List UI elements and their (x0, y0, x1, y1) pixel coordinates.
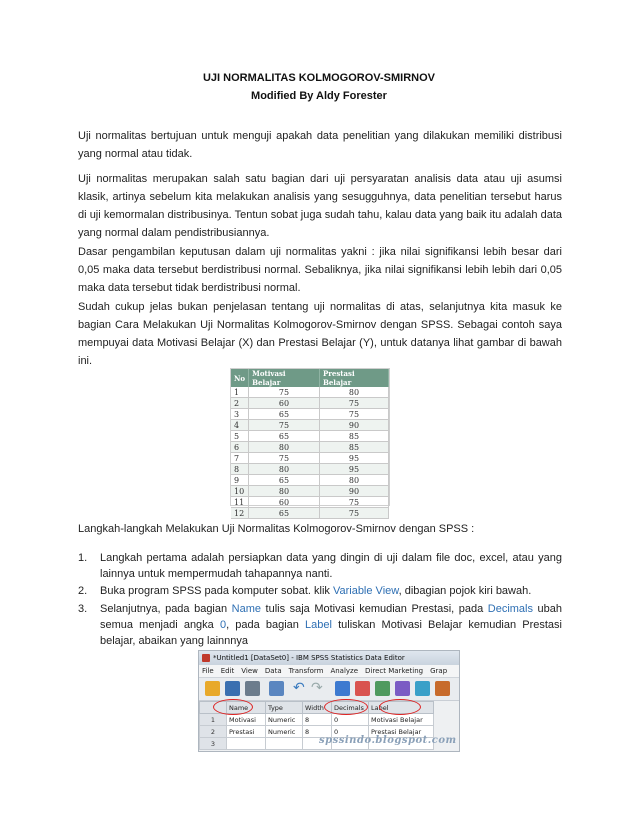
spss-cell[interactable]: 8 (303, 714, 332, 726)
spss-cell[interactable] (266, 738, 303, 750)
insert-variable-icon (415, 681, 430, 696)
open-folder-icon (205, 681, 220, 696)
table-row (231, 497, 389, 508)
save-icon (225, 681, 240, 696)
motivasi-cell: 75 (249, 420, 320, 431)
motivasi-cell: 65 (249, 409, 320, 420)
prestasi-cell: 85 (319, 442, 388, 453)
decimals-highlight-circle (324, 699, 368, 715)
motivasi-cell: 80 (249, 486, 320, 497)
row-number-cell: 11 (231, 497, 249, 508)
spss-cell[interactable]: Numeric (266, 714, 303, 726)
goto-case-icon (335, 681, 350, 696)
watermark: spssindo.blogspot.com (319, 735, 457, 746)
table-row (231, 398, 389, 409)
table-row (231, 475, 389, 486)
row-number-cell: 7 (231, 453, 249, 464)
spss-row-number[interactable]: 2 (200, 726, 227, 738)
redo-icon: ↷ (311, 680, 323, 696)
spss-menu-data[interactable]: Data (264, 667, 282, 675)
prestasi-cell: 75 (319, 409, 388, 420)
spss-cell[interactable]: 8 (303, 726, 332, 738)
document-subtitle: Modified By Aldy Forester (251, 90, 387, 102)
row-number-cell: 12 (231, 508, 249, 519)
row-number-cell: 1 (231, 387, 249, 398)
spss-titlebar (199, 651, 459, 665)
table-header-no: No (231, 369, 249, 387)
spss-menu-grap[interactable]: Grap (430, 667, 448, 675)
table-row (231, 420, 389, 431)
name-keyword: Name (231, 603, 261, 615)
table-row (231, 464, 389, 475)
spss-window-title: *Untitled1 [DataSet0] - IBM SPSS Statistics Data Editor (213, 654, 405, 662)
spss-toolbar (199, 678, 459, 701)
label-keyword: Label (305, 619, 332, 631)
spss-menu-edit[interactable]: Edit (220, 667, 235, 675)
spss-menu-analyze[interactable]: Analyze (330, 667, 359, 675)
table-row (231, 453, 389, 464)
prestasi-cell: 80 (319, 475, 388, 486)
list-text: Buka program SPSS pada komputer sobat. klik Variable View, dibagian pojok kiri bawah. (100, 585, 532, 597)
motivasi-cell: 75 (249, 453, 320, 464)
motivasi-cell: 80 (249, 464, 320, 475)
list-text: Selanjutnya, pada bagian Name tulis saja Motivasi kemudian Prestasi, pada Decimals ubah semua menjadi angka 0, pada bagian Label tuliskan Motivasi Belajar kemudian Prestasi belajar, abaikan yang lainnnya (100, 603, 563, 647)
table-row (200, 714, 434, 726)
table-row (231, 409, 389, 420)
spss-cell[interactable] (227, 738, 266, 750)
motivasi-cell: 65 (249, 431, 320, 442)
table-header-motivasi: Motivasi Belajar (249, 369, 320, 387)
spss-menu-direct-marketing[interactable]: Direct Marketing (365, 667, 424, 675)
variables-icon (355, 681, 370, 696)
prestasi-cell: 75 (319, 398, 388, 409)
data-table-figure (230, 368, 390, 518)
spss-col-decimals[interactable]: Decimals (332, 702, 369, 714)
prestasi-cell: 80 (319, 387, 388, 398)
prestasi-cell: 90 (319, 420, 388, 431)
row-number-cell: 10 (231, 486, 249, 497)
undo-icon: ↶ (293, 680, 305, 696)
prestasi-cell: 75 (319, 497, 388, 508)
table-row (231, 508, 389, 519)
name-highlight-circle (213, 699, 253, 715)
spss-menubar (199, 665, 459, 678)
spss-screenshot (198, 650, 460, 752)
row-number-cell: 4 (231, 420, 249, 431)
find-icon (375, 681, 390, 696)
prestasi-cell: 95 (319, 453, 388, 464)
paragraph-2: Uji normalitas merupakan salah satu bagian dari uji persyaratan analisis data atau uji asumsi klasik, artinya sebelum kita melakukan analisis yang sesugguhnya, data penelitian tersebut harus di uji kemormalan distribusinya. Tentun sobat juga sudah tahu, kalau data yang baik itu adalah data yang normal dalam pendistribusiannya. (78, 173, 562, 239)
steps-heading: Langkah-langkah Melakukan Uji Normalitas Kolmogorov-Smirnov dengan SPSS : (78, 523, 475, 535)
motivasi-cell: 60 (249, 398, 320, 409)
spss-cell[interactable]: Prestasi Belajar (369, 726, 434, 738)
paragraph-4: Sudah cukup jelas bukan penjelasan tentang uji normalitas di atas, selanjutnya kita masuk ke bagian Cara Melakukan Uji Normalitas Kolmogorov-Smirnov dengan SPSS. Sebagai contoh saya mempuyai data Motivasi Belajar (X) dan Prestasi Belajar (Y), untuk datanya lihat gambar di bawah ini. (78, 301, 562, 367)
list-text: Langkah pertama adalah persiapkan data yang dingin di uji dalam file doc, excel, atau yang lainnya untuk mempermudah tahapannya nanti. (100, 552, 562, 580)
label-highlight-circle (379, 699, 421, 715)
prestasi-cell: 95 (319, 464, 388, 475)
spss-row-number[interactable]: 3 (200, 738, 227, 750)
insert-cases-icon (395, 681, 410, 696)
table-row (231, 431, 389, 442)
spss-cell[interactable]: 0 (332, 714, 369, 726)
spss-menu-file[interactable]: File (202, 667, 214, 675)
motivasi-cell: 80 (249, 442, 320, 453)
table-row (231, 387, 389, 398)
spss-menu-transform[interactable]: Transform (288, 667, 324, 675)
row-number-cell: 8 (231, 464, 249, 475)
prestasi-cell: 85 (319, 431, 388, 442)
spss-cell[interactable]: Motivasi Belajar (369, 714, 434, 726)
paragraph-1: Uji normalitas bertujuan untuk menguji apakah data penelitian yang dilakukan memiliki distribusi yang normal atau tidak. (78, 130, 562, 160)
list-number: 2. (78, 585, 88, 597)
spss-cell[interactable]: Numeric (266, 726, 303, 738)
spss-row-number[interactable]: 1 (200, 714, 227, 726)
spss-cell[interactable]: Motivasi (227, 714, 266, 726)
zero-keyword: 0 (219, 619, 227, 631)
decimals-keyword: Decimals (487, 603, 533, 615)
spss-app-icon (202, 654, 210, 662)
spss-col-width[interactable]: Width (303, 702, 332, 714)
dialog-recall-icon (269, 681, 284, 696)
row-number-cell: 3 (231, 409, 249, 420)
list-number: 3. (78, 603, 88, 615)
row-number-cell: 5 (231, 431, 249, 442)
motivasi-cell: 65 (249, 475, 320, 486)
spss-menu-view[interactable]: View (241, 667, 258, 675)
prestasi-cell: 90 (319, 486, 388, 497)
prestasi-cell: 75 (319, 508, 388, 519)
print-icon (245, 681, 260, 696)
row-number-cell: 9 (231, 475, 249, 486)
data-table (231, 369, 389, 519)
spss-cell[interactable]: Prestasi (227, 726, 266, 738)
table-header-prestasi: Prestasi Belajar (319, 369, 388, 387)
split-file-icon (435, 681, 450, 696)
spss-col-label[interactable]: Label (369, 702, 434, 714)
spss-col-name[interactable]: Name (227, 702, 266, 714)
motivasi-cell: 65 (249, 508, 320, 519)
table-row (231, 486, 389, 497)
variable-view-link: Variable View (332, 585, 399, 597)
row-number-cell: 2 (231, 398, 249, 409)
spss-cell[interactable]: 0 (332, 726, 369, 738)
motivasi-cell: 75 (249, 387, 320, 398)
spss-col-type[interactable]: Type (266, 702, 303, 714)
document-title: UJI NORMALITAS KOLMOGOROV-SMIRNOV (202, 72, 436, 84)
paragraph-3: Dasar pengambilan keputusan dalam uji normalitas yakni : jika nilai signifikansi lebih besar dari 0,05 maka data tersebut berdistribusi normal. Sebaliknya, jika nilai signifikansi lebih lebih dari 0,05 maka data tersebut tidak berdistribusi normal. (78, 246, 562, 294)
row-number-cell: 6 (231, 442, 249, 453)
table-row (231, 442, 389, 453)
list-number: 1. (78, 552, 88, 564)
motivasi-cell: 60 (249, 497, 320, 508)
